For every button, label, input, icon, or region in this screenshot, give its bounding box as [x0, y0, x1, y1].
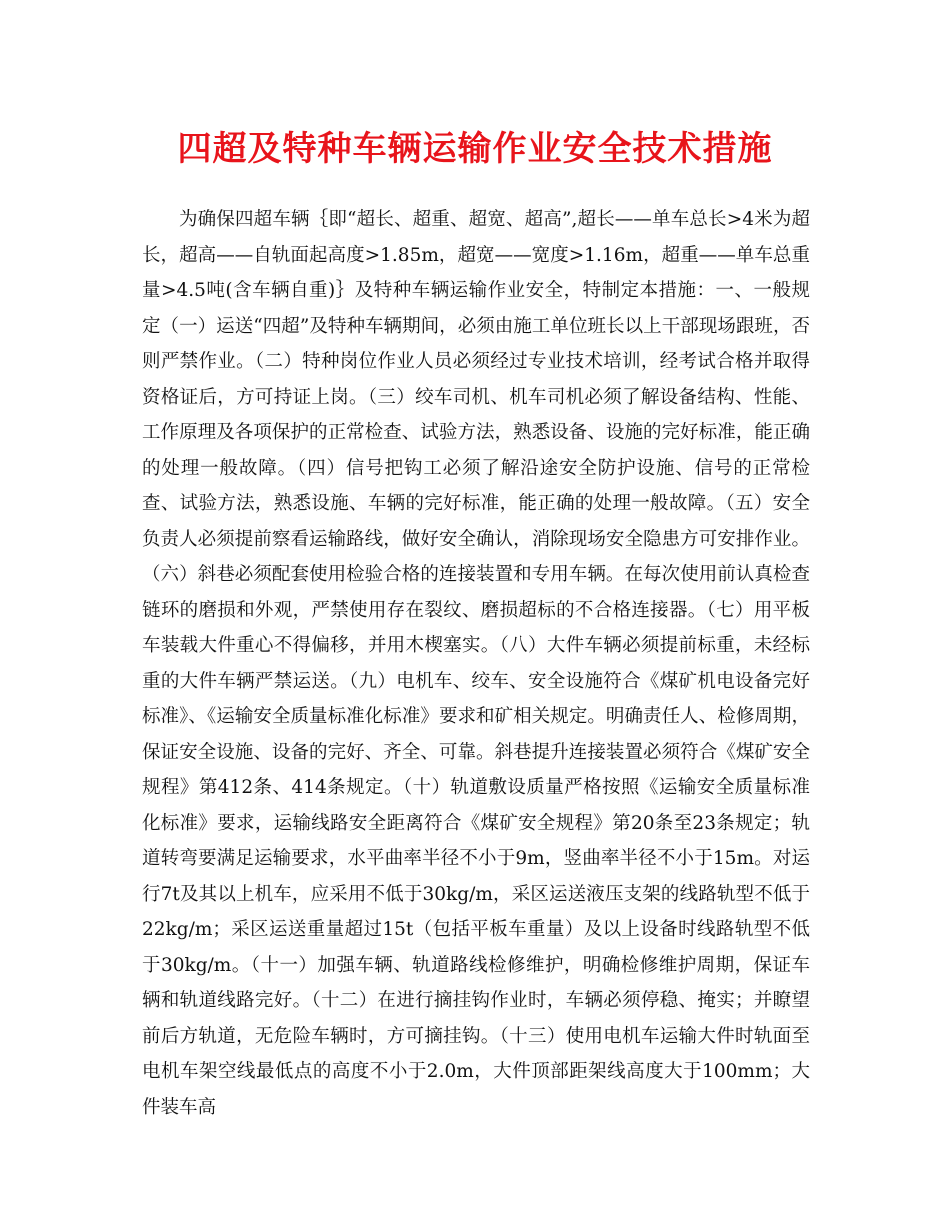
document-body-paragraph: 为确保四超车辆｛即“超长、超重、超宽、超高”,超长——单车总长>4米为超长，超高——自轨面起高度>1.85m，超宽——宽度>1.16m，超重——单车总重量>4.5吨(含车辆自重)｝及特种车辆运输作业安全，特制定本措施：一、一般规定（一）运送“四超”及特种车辆期间，必须由施工单位班长以上干部现场跟班，否则严禁作业。（二）特种岗位作业人员必须经过专业技术培训，经考试合格并取得资格证后，方可持证上岗。（三）绞车司机、机车司机必须了解设备结构、性能、工作原理及各项保护的正常检查、试验方法，熟悉设备、设施的完好标准，能正确的处理一般故障。（四）信号把钩工必须了解沿途安全防护设施、信号的正常检查、试验方法，熟悉设施、车辆的完好标准，能正确的处理一般故障。（五）安全负责人必须提前察看运输路线，做好安全确认，消除现场安全隐患方可安排作业。（六）斜巷必须配套使用检验合格的连接装置和专用车辆。在每次使用前认真检查链环的磨损和外观，严禁使用存在裂纹、磨损超标的不合格连接器。（七）用平板车装载大件重心不得偏移，并用木楔塞实。（八）大件车辆必须提前标重，未经标重的大件车辆严禁运送。（九）电机车、绞车、安全设施符合《煤矿机电设备完好标准》、《运输安全质量标准化标准》要求和矿相关规定。明确责任人、检修周期，保证安全设施、设备的完好、齐全、可靠。斜巷提升连接装置必须符合《煤矿安全规程》第412条、414条规定。（十）轨道敷设质量严格按照《运输安全质量标准化标准》要求，运输线路安全距离符合《煤矿安全规程》第20条至23条规定；轨道转弯要满足运输要求，水平曲率半径不小于9m，竖曲率半径不小于15m。对运行7t及其以上机车，应采用不低于30kg/m，采区运送液压支架的线路轨型不低于22kg/m；采区运送重量超过15t（包括平板车重量）及以上设备时线路轨型不低于30kg/m。（十一）加强车辆、轨道路线检修维护，明确检修维护周期，保证车辆和轨道线路完好。（十二）在进行摘挂钩作业时，车辆必须停稳、掩实；并瞭望前后方轨道，无危险车辆时，方可摘挂钩。（十三）使用电机车运输大件时轨面至电机车架空线最低点的高度不小于2.0m，大件顶部距架线高度大于100mm；大件装车高	[142, 209, 810, 1118]
document-title: 四超及特种车辆运输作业安全技术措施	[177, 129, 773, 169]
